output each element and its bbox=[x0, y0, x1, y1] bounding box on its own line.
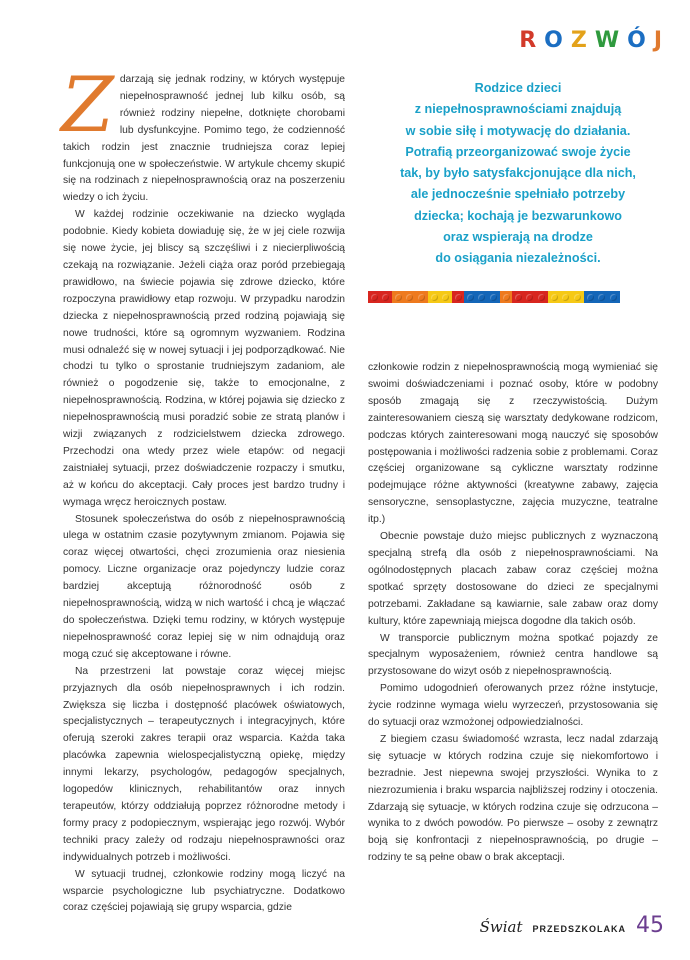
lego-brick bbox=[500, 291, 512, 303]
lego-stud bbox=[467, 294, 474, 301]
pull-quote-line: Potrafią przeorganizować swoje życie bbox=[405, 144, 631, 159]
magazine-logo-text: PRZEDSZKOLAKA bbox=[532, 924, 626, 934]
article-paragraph: Obecnie powstaje dużo miejsc publicznych z wyznaczoną specjalną strefą dla osób z niepełnosprawnościami. Na ogólnodostępnych placach zabaw coraz częściej można spotkać sprzęty dostosowane do dzieci ze specjalnymi potrzebami. Zakładane są kawiarnie, sale zabaw oraz domy kultury, które zapewniają miejsca dogodne dla takich osób. bbox=[368, 531, 658, 627]
pull-quote-line: w sobie siłę i motywację do działania. bbox=[405, 123, 631, 138]
article-paragraph: W każdej rodzinie oczekiwanie na dziecko wygląda podobnie. Kiedy kobieta dowiaduję się, że w jej ciele rozwija się nowe życie, jej bliscy są szczęśliwi i z niecierpliwością czekają na rozwiązanie. Jeżeli ciąża oraz poród przebiegają prawidłowo, na świecie pojawia się zdrowe dziecko, które rozpoczyna prawidłowy etap rozwoju. W przypadku narodzin dziecka z niepełnosprawnością przed rodziną pojawiają się nowe trudności, które są ogromnym wyzwaniem. Rodzina musi odnaleźć się w nowej sytuacji i jej podporządkować. Nie chodzi tu tylko o sprostanie trudniejszym zadaniom, ale również o pogodzenie się, także to emocjonalne, z niepełnosprawnością. Rodzina, w której pojawia się dziecko z niepełnosprawnością musi poradzić sobie ze stratą planów i wizji związanych z rodzicielstwem dziecka zdrowego. Przechodzi ona wtedy przez wiele etapów: od negacji zaistniałej sytuacji, przez doświadczenie rozpaczy i smutku, aż w końcu do akceptacji. Cały proces jest bardzo trudny i wymaga wręcz heroicznych postaw. bbox=[63, 209, 345, 508]
logo-letter: W bbox=[594, 28, 622, 53]
article-paragraph: W sytuacji trudnej, członkowie rodziny mogą liczyć na wsparcie psychologiczne lub psychiatryczne. Dodatkowo coraz częściej pojawiają się grupy wsparcia, gdzie bbox=[63, 868, 345, 914]
lego-brick bbox=[392, 291, 428, 303]
article-paragraph: W transporcie publicznym można spotkać pojazdy ze specjalnym wyposażeniem, również centra handlowe są przystosowane do wizyt osób z niepełnosprawnością. bbox=[368, 632, 658, 678]
lego-brick bbox=[428, 291, 452, 303]
lego-stud bbox=[598, 294, 605, 301]
lego-stud bbox=[406, 294, 413, 301]
lego-stud bbox=[610, 294, 617, 301]
pull-quote-line: ale jednocześnie spełniało potrzeby bbox=[410, 187, 626, 202]
pull-quote-line: tak, by było satysfakcjonujące dla nich, bbox=[400, 166, 636, 181]
logo-letter: R bbox=[519, 28, 539, 53]
lego-brick bbox=[548, 291, 584, 303]
article-left-column bbox=[61, 60, 345, 917]
lego-brick bbox=[452, 291, 464, 303]
lego-stud bbox=[574, 294, 581, 301]
pull-quote bbox=[368, 78, 668, 270]
article-right-column bbox=[368, 360, 658, 867]
lego-stud bbox=[587, 294, 594, 301]
logo-letter: Z bbox=[570, 28, 589, 53]
lego-stud bbox=[382, 294, 389, 301]
lego-stud bbox=[551, 294, 558, 301]
pull-quote-line: z niepełnosprawnościami znajdują bbox=[414, 102, 622, 117]
page-number: 45 bbox=[636, 913, 664, 938]
lego-brick bbox=[368, 291, 392, 303]
lego-stud bbox=[538, 294, 545, 301]
logo-letter: J bbox=[653, 28, 664, 53]
lego-stud bbox=[490, 294, 497, 301]
article-paragraph: Pomimo udogodnień oferowanych przez różne instytucje, życie rodzinne wymaga wielu wyrzeczeń, przystosowania się do sytuacji oraz wzmożonej odpowiedzialności. bbox=[368, 683, 658, 729]
article-paragraph: Stosunek społeczeństwa do osób z niepełnosprawnością ulega w ostatnim czasie pozytywnym zmianom. Pojawia się coraz więcej otwartości, chęci zrozumienia oraz niesienia pomocy. Liczne organizacje oraz pojedynczy ludzie coraz bardziej akceptują różnorodność osób z niepełnosprawnością, widzą w nich wartość i chcą je włączać do społeczeństwa. Dzięki temu rodziny, w których występuje niepełnosprawność coraz lepiej się w nim odnajdują oraz mogą czuć się akceptowane i równe. bbox=[63, 513, 345, 660]
lego-stud bbox=[371, 294, 378, 301]
pull-quote-line: do osiągania niezależności. bbox=[435, 251, 601, 266]
article-paragraph: członkowie rodzin z niepełnosprawnością mogą wymieniać się swoimi doświadczeniami i poznać osoby, które w podobny sposób zmagają się z rzeczywistością. Dużym zainteresowaniem cieszą się warsztaty dedykowane rodzicom, podczas których zainteresowani mogą nauczyć się sposobów postępowania i możliwości radzenia sobie z problemami. Coraz częściej organizowane są cykliczne warsztaty rodzinne podejmujące różne aktywności (kreatywne zabawy, zajęcia sensoryczne, sensoplastyczne, zajęcia muzyczne, teatralne itp.) bbox=[368, 362, 658, 526]
pull-quote-line: oraz wspierają na drodze bbox=[443, 230, 593, 245]
lego-stud bbox=[455, 294, 462, 301]
lego-brick bbox=[464, 291, 500, 303]
article-paragraph: Zdarzają się jednak rodziny, w których występuje niepełnosprawność jednej lub kilku osób, są również rodziny niepełne, dotknięte chorobami lub dysfunkcyjne. Pomimo tego, że codzienność takich rodzin jest znacznie trudniejsza coraz lepiej funkcjonują one w społeczeństwie. W artykule chcemy skupić się na rodzinach z niepełnosprawnością oraz na poszerzeniu wiedzy o ich życiu. bbox=[61, 60, 345, 204]
lego-stud bbox=[395, 294, 402, 301]
lego-stud bbox=[515, 294, 522, 301]
lego-stud bbox=[526, 294, 533, 301]
drop-cap: Z bbox=[61, 60, 114, 149]
lego-stud bbox=[503, 294, 510, 301]
pull-quote-line: dziecka; kochają je bezwarunkowo bbox=[414, 208, 622, 223]
lego-brick bbox=[512, 291, 548, 303]
lego-stud bbox=[478, 294, 485, 301]
lego-brick bbox=[584, 291, 620, 303]
lego-stud bbox=[442, 294, 449, 301]
page-footer bbox=[480, 913, 664, 938]
logo-letter: Ó bbox=[627, 28, 648, 53]
lego-stud bbox=[562, 294, 569, 301]
magazine-logo-script: Świat bbox=[479, 918, 523, 936]
lego-brick-divider bbox=[368, 291, 620, 303]
pull-quote-line: Rodzice dzieci bbox=[474, 81, 562, 95]
article-paragraph: Z biegiem czasu świadomość wzrasta, lecz nadal zdarzają się sytuacje w których rodzina czuje się niekomfortowo i bezradnie. Jest niepewna swojej przyszłości. Wynika to z niezrozumienia i braku wsparcia najbliższej rodziny i otoczenia. Zdarzają się sytuacje, w których rodzina czuje się odrzucona – wynika to z dwóch powodów. Po pierwsze – osoby z zewnątrz boją się konfrontacji z niepełnosprawnością, po drugie – rodziny te są pełne obaw o brak akceptacji. bbox=[368, 733, 658, 864]
article-paragraph: Na przestrzeni lat powstaje coraz więcej miejsc przyjaznych dla osób niepełnosprawnych i ich rodzin. Zwiększa się liczba i dostępność placówek oświatowych, specjalistycznych – terapeutycznych i integracyjnych, które oferują szeroki zakres terapii oraz wsparcia. Każda taka placówka zapewnia wielospecjalistyczną opiekę, między innymi lekarzy, psychologów, pedagogów specjalnych, logopedów klinicznych, rehabilitantów oraz innych terapeutów, którzy oddziałują poprzez różnorodne metody i formy pracy z podopiecznym, wspierając jego rozwój. Wybór techniki pracy zależy od rodzaju niepełnosprawności oraz indywidualnych potrzeb i możliwości. bbox=[63, 665, 345, 863]
lego-stud bbox=[431, 294, 438, 301]
lego-stud bbox=[418, 294, 425, 301]
section-logo-rozwoj bbox=[519, 28, 664, 53]
logo-letter: O bbox=[544, 28, 565, 53]
